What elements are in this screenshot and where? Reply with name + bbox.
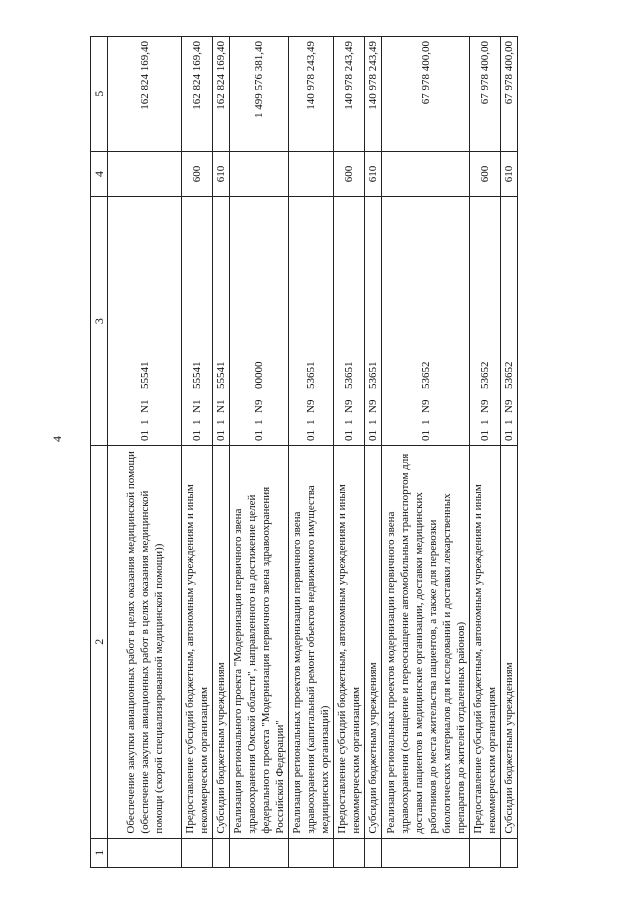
table-row	[289, 37, 334, 868]
header-col-2: 2	[91, 445, 108, 838]
row-expense-type-cell: 610	[213, 151, 230, 197]
row-name-cell: Реализация регионального проекта "Модернизация первичного звена здравоохранения Омской области", направленного на достижение целей федерального проекта "Модернизация первичного звена здравоохранения Российской Федерации"	[230, 445, 289, 838]
code-segment: 53651	[343, 361, 355, 389]
row-code-cell	[470, 197, 501, 446]
header-col-4: 4	[91, 151, 108, 197]
row-expense-type-cell: 610	[365, 151, 382, 197]
row-code-cell	[108, 197, 182, 446]
code-segment: 01	[253, 429, 265, 441]
code-segment: 01	[503, 429, 515, 441]
table-row	[501, 37, 518, 868]
code-segment: N9	[503, 399, 515, 413]
code-segment: 01	[419, 429, 432, 441]
code-segment: N1	[138, 399, 151, 413]
rotated-table-wrapper	[90, 36, 590, 868]
row-code-cell	[289, 197, 334, 446]
row-number-cell	[334, 838, 365, 867]
row-name-cell: Субсидии бюджетным учреждениям	[213, 445, 230, 838]
code-segment: N9	[479, 399, 491, 413]
code-segment: 01	[138, 429, 151, 441]
row-amount-cell: 140 978 243,49	[365, 37, 382, 152]
row-expense-type-cell	[382, 151, 470, 197]
row-number-cell	[365, 838, 382, 867]
code-segment: 1	[215, 419, 227, 425]
row-name-cell: Предоставление субсидий бюджетным, автономным учреждениям и иным некоммерческим организациям	[182, 445, 213, 838]
code-segment: 1	[479, 419, 491, 425]
row-amount-cell: 67 978 400,00	[470, 37, 501, 152]
code-segment: 01	[343, 429, 355, 441]
code-segment: 1	[138, 419, 151, 425]
code-segment: N9	[343, 399, 355, 413]
code-segment: 1	[191, 419, 203, 425]
row-code-cell	[213, 197, 230, 446]
row-name-cell: Предоставление субсидий бюджетным, автономным учреждениям и иным некоммерческим организациям	[334, 445, 365, 838]
row-code-cell	[182, 197, 213, 446]
code-segment: 53652	[479, 361, 491, 389]
row-amount-cell: 162 824 169,40	[182, 37, 213, 152]
code-segment: 1	[343, 419, 355, 425]
row-code-cell	[365, 197, 382, 446]
code-segment: 55541	[138, 361, 151, 389]
table-row	[213, 37, 230, 868]
row-name-cell: Обеспечение закупки авиационных работ в целях оказания медицинской помощи (обеспечение закупки авиационных работ в целях оказания медицинской помощи (скорой специализированной медицинской помощи))	[108, 445, 182, 838]
code-segment: 1	[253, 419, 265, 425]
row-number-cell	[230, 838, 289, 867]
code-segment: 1	[367, 419, 379, 425]
row-name-cell: Субсидии бюджетным учреждениям	[365, 445, 382, 838]
table-row	[334, 37, 365, 868]
row-name-cell: Предоставление субсидий бюджетным, автономным учреждениям и иным некоммерческим организациям	[470, 445, 501, 838]
row-number-cell	[213, 838, 230, 867]
header-col-5: 5	[91, 37, 108, 152]
row-expense-type-cell: 600	[470, 151, 501, 197]
code-segment: 01	[479, 429, 491, 441]
row-expense-type-cell	[108, 151, 182, 197]
table-row	[470, 37, 501, 868]
code-segment: 01	[215, 429, 227, 441]
code-segment: 01	[191, 429, 203, 441]
row-name-cell: Реализация региональных проектов модернизации первичного звена здравоохранения (капитальный ремонт объектов недвижимого имущества медицинских организаций)	[289, 445, 334, 838]
row-code-cell	[334, 197, 365, 446]
header-row	[91, 37, 108, 868]
header-col-1: 1	[91, 838, 108, 867]
row-number-cell	[382, 838, 470, 867]
page-number: 4	[50, 436, 64, 442]
row-expense-type-cell: 600	[182, 151, 213, 197]
code-segment: 01	[305, 429, 317, 441]
table-row	[382, 37, 470, 868]
table-row	[182, 37, 213, 868]
row-expense-type-cell	[289, 151, 334, 197]
row-amount-cell: 140 978 243,49	[289, 37, 334, 152]
row-amount-cell: 67 978 400,00	[382, 37, 470, 152]
row-code-cell	[230, 197, 289, 446]
table-row	[108, 37, 182, 868]
row-expense-type-cell	[230, 151, 289, 197]
row-number-cell	[501, 838, 518, 867]
row-number-cell	[108, 838, 182, 867]
budget-table	[90, 36, 518, 868]
code-segment: N9	[419, 399, 432, 413]
code-segment: 1	[419, 419, 432, 425]
row-amount-cell: 140 978 243,49	[334, 37, 365, 152]
row-number-cell	[182, 838, 213, 867]
code-segment: 53652	[419, 361, 432, 389]
row-amount-cell: 67 978 400,00	[501, 37, 518, 152]
row-code-cell	[501, 197, 518, 446]
row-name-cell: Реализация региональных проектов модернизации первичного звена здравоохранения (оснащение и переоснащение автомобильным транспортом для доставки пациентов в медицинские организации, доставки медицинских работников до места жительства пациентов, а также для перевозки биологических материалов для исследований и доставки лекарственных препаратов до жителей отдаленных районов)	[382, 445, 470, 838]
header-col-3: 3	[91, 197, 108, 446]
table-row	[365, 37, 382, 868]
code-segment: 00000	[253, 361, 265, 389]
code-segment: N9	[305, 399, 317, 413]
code-segment: N9	[367, 399, 379, 413]
row-amount-cell: 1 499 576 381,40	[230, 37, 289, 152]
code-segment: 01	[367, 429, 379, 441]
code-segment: 55541	[215, 361, 227, 389]
row-number-cell	[470, 838, 501, 867]
code-segment: N9	[253, 399, 265, 413]
table-row	[230, 37, 289, 868]
code-segment: N1	[191, 399, 203, 413]
code-segment: 1	[305, 419, 317, 425]
row-number-cell	[289, 838, 334, 867]
code-segment: 53651	[305, 361, 317, 389]
code-segment: 53651	[367, 361, 379, 389]
row-amount-cell: 162 824 169,40	[213, 37, 230, 152]
code-segment: 1	[503, 419, 515, 425]
row-expense-type-cell: 610	[501, 151, 518, 197]
row-code-cell	[382, 197, 470, 446]
row-expense-type-cell: 600	[334, 151, 365, 197]
code-segment: 53652	[503, 361, 515, 389]
code-segment: 55541	[191, 361, 203, 389]
row-name-cell: Субсидии бюджетным учреждениям	[501, 445, 518, 838]
code-segment: N1	[215, 399, 227, 413]
row-amount-cell: 162 824 169,40	[108, 37, 182, 152]
